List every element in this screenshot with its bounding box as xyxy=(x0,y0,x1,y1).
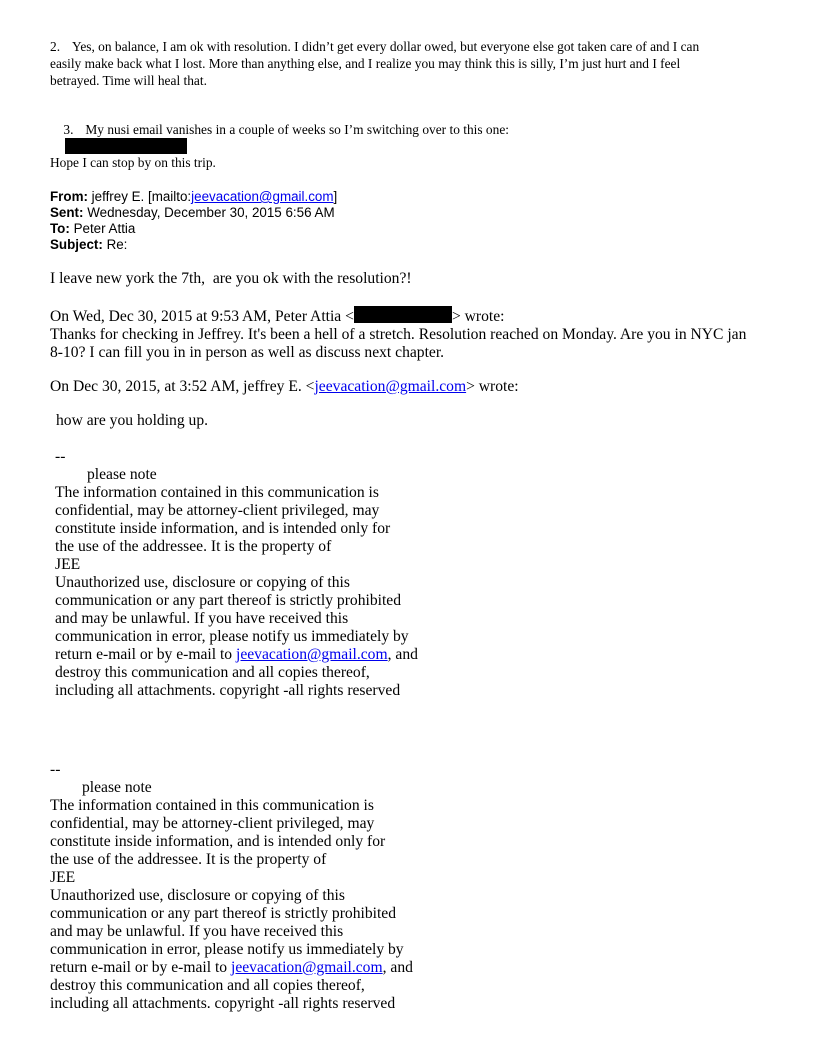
subject-label: Subject: xyxy=(50,237,103,252)
disclaimer-line: communication or any part thereof is strictly prohibited xyxy=(55,592,402,609)
redaction-bar xyxy=(354,306,452,323)
from-label: From: xyxy=(50,189,88,204)
item-2-line-2: easily make back what I lost. More than anything else, and I realize you may think this is silly, I’m just hurt and I feel xyxy=(50,56,681,71)
disclaimer-please-note: please note xyxy=(82,779,152,796)
disclaimer-line: Unauthorized use, disclosure or copying of this xyxy=(55,574,350,591)
disclaimer-return-after: , and xyxy=(382,959,413,976)
to-value: Peter Attia xyxy=(73,221,136,236)
peter-intro-before: On Wed, Dec 30, 2015 at 9:53 AM, Peter Attia < xyxy=(50,308,354,325)
item-3-text: My nusi email vanishes in a couple of weeks so I’m switching over to this one: xyxy=(85,122,509,137)
peter-reply xyxy=(50,306,790,362)
item-2 xyxy=(50,38,780,89)
sent-label: Sent: xyxy=(50,205,84,220)
jeffrey-intro-after: > wrote: xyxy=(466,378,519,395)
disclaimer-sep: -- xyxy=(50,761,61,778)
item-2-line-3: betrayed. Time will heal that. xyxy=(50,73,207,88)
disclaimer-line: confidential, may be attorney-client privileged, may xyxy=(55,502,380,519)
disclaimer-email-link[interactable]: jeevacation@gmail.com xyxy=(236,646,388,663)
item-3-number: 3. xyxy=(63,122,74,137)
disclaimer-line: The information contained in this communication is xyxy=(55,484,379,501)
disclaimer-line: JEE xyxy=(50,869,76,886)
disclaimer-line: destroy this communication and all copies thereof, xyxy=(50,977,365,994)
disclaimer-line: including all attachments. copyright -all rights reserved xyxy=(50,995,396,1012)
disclaimer-line: and may be unlawful. If you have received this xyxy=(50,923,344,940)
to-label: To: xyxy=(50,221,70,236)
disclaimer-line: constitute inside information, and is intended only for xyxy=(50,833,386,850)
disclaimer-sep: -- xyxy=(55,448,66,465)
email-header xyxy=(50,189,337,253)
disclaimer-line: communication in error, please notify us immediately by xyxy=(55,628,409,645)
leave-line: I leave new york the 7th, are you ok with the resolution?! xyxy=(50,270,412,287)
disclaimer-line: communication or any part thereof is strictly prohibited xyxy=(50,905,397,922)
disclaimer-return-before: return e-mail or by e-mail to xyxy=(50,959,231,976)
disclaimer-line: constitute inside information, and is intended only for xyxy=(55,520,391,537)
disclaimer-email-link[interactable]: jeevacation@gmail.com xyxy=(231,959,383,976)
disclaimer-line: including all attachments. copyright -all rights reserved xyxy=(55,682,401,699)
hope-line: Hope I can stop by on this trip. xyxy=(50,155,216,170)
peter-line-2: 8-10? I can fill you in in person as well as discuss next chapter. xyxy=(50,344,445,361)
disclaimer-return-after: , and xyxy=(387,646,418,663)
disclaimer-line: Unauthorized use, disclosure or copying of this xyxy=(50,887,345,904)
from-email-link[interactable]: jeevacation@gmail.com xyxy=(191,189,334,204)
disclaimer-line: communication in error, please notify us immediately by xyxy=(50,941,404,958)
disclaimer-please-note: please note xyxy=(87,466,157,483)
from-name: jeffrey E. [mailto: xyxy=(91,189,192,204)
item-2-number: 2. xyxy=(50,39,61,54)
jeffrey-intro xyxy=(50,378,519,396)
disclaimer-line: destroy this communication and all copies thereof, xyxy=(55,664,370,681)
disclaimer-line: the use of the addressee. It is the property of xyxy=(55,538,332,555)
redaction-bar xyxy=(65,138,187,154)
sent-value: Wednesday, December 30, 2015 6:56 AM xyxy=(87,205,335,220)
disclaimer-line: confidential, may be attorney-client privileged, may xyxy=(50,815,375,832)
disclaimer-line: and may be unlawful. If you have received this xyxy=(55,610,349,627)
disclaimer-block-1 xyxy=(55,448,418,700)
jeffrey-intro-before: On Dec 30, 2015, at 3:52 AM, jeffrey E. < xyxy=(50,378,315,395)
subject-value: Re: xyxy=(106,237,128,252)
peter-intro-after: > wrote: xyxy=(451,308,505,325)
item-2-line-1: Yes, on balance, I am ok with resolution. I didn’t get every dollar owed, but everyone else got taken care of and I can xyxy=(72,39,700,54)
disclaimer-return-before: return e-mail or by e-mail to xyxy=(55,646,236,663)
disclaimer-line: the use of the addressee. It is the property of xyxy=(50,851,327,868)
jeffrey-message: how are you holding up. xyxy=(56,412,209,429)
from-close: ] xyxy=(333,189,338,204)
peter-line-1: Thanks for checking in Jeffrey. It's been a hell of a stretch. Resolution reached on Monday. Are you in NYC jan xyxy=(50,326,747,343)
disclaimer-block-2 xyxy=(50,761,413,1013)
disclaimer-line: JEE xyxy=(55,556,81,573)
jeffrey-intro-email-link[interactable]: jeevacation@gmail.com xyxy=(314,378,467,395)
disclaimer-line: The information contained in this communication is xyxy=(50,797,374,814)
